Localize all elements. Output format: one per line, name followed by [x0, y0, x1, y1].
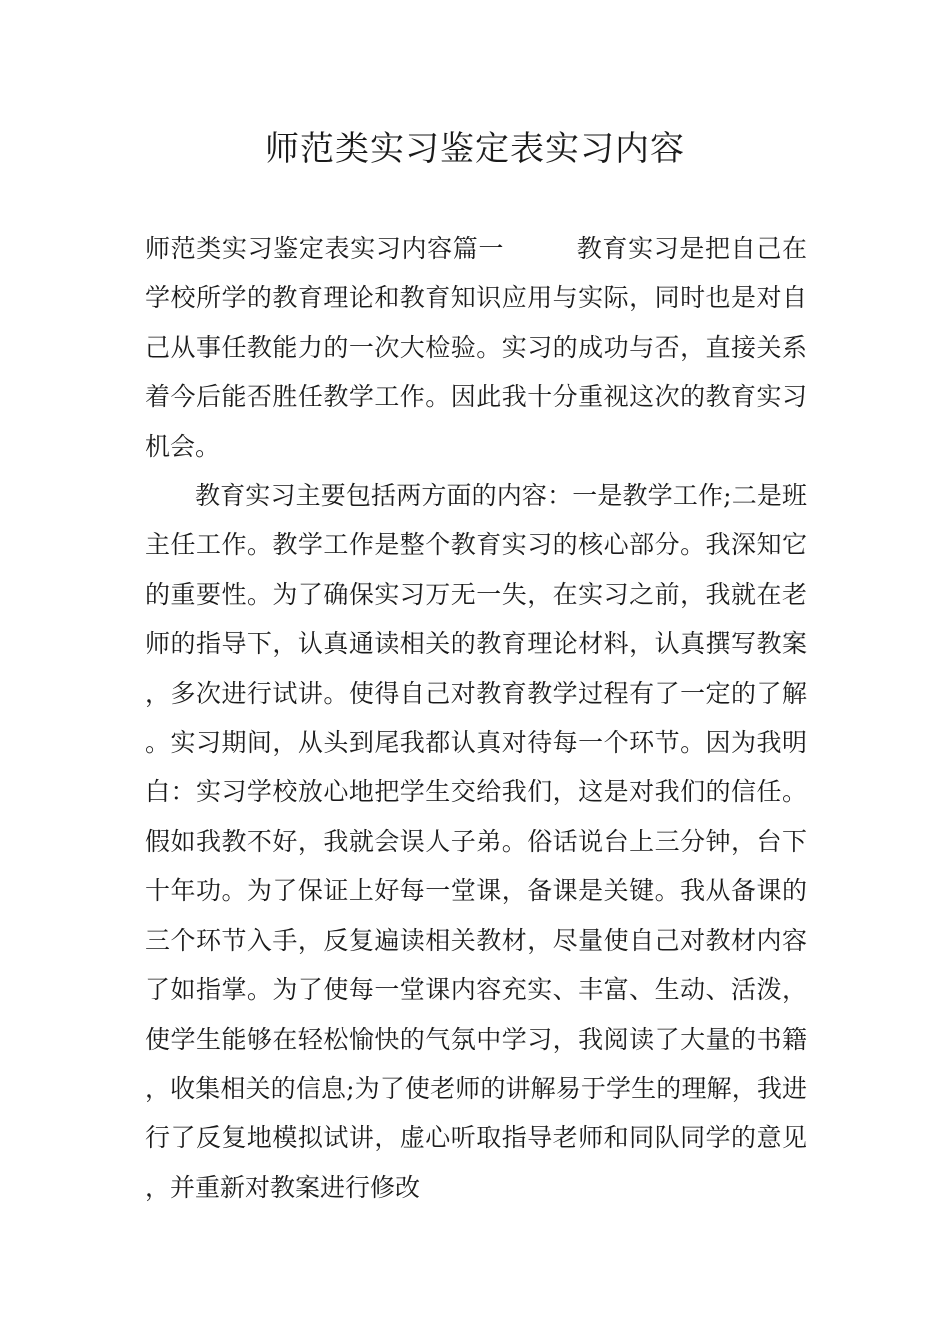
paragraph-1 — [145, 224, 807, 471]
page-title: 师范类实习鉴定表实习内容 — [265, 129, 685, 169]
paragraph-2: 教育实习主要包括两方面的内容：一是教学工作;二是班主任工作。教学工作是整个教育实习的核心部分。我深知它的重要性。为了确保实习万无一失，在实习之前，我就在老师的指导下，认真通读相关的教育理论材料，认真撰写教案，多次进行试讲。使得自己对教育教学过程有了一定的了解。实习期间，从头到尾我都认真对待每一个环节。因为我明白：实习学校放心地把学生交给我们，这是对我们的信任。假如我教不好，我就会误人子弟。俗话说台上三分钟，台下十年功。为了保证上好每一堂课，备课是关键。我从备课的三个环节入手，反复遍读相关教材，尽量使自己对教材内容了如指掌。为了使每一堂课内容充实、丰富、生动、活泼，使学生能够在轻松愉快的气氛中学习，我阅读了大量的书籍，收集相关的信息;为了使老师的讲解易于学生的理解，我进行了反复地模拟试讲，虚心听取指导老师和同队同学的意见，并重新对教案进行修改 — [145, 481, 807, 1202]
document-body — [145, 224, 807, 1212]
section-heading: 师范类实习鉴定表实习内容篇一 — [145, 234, 505, 263]
paragraph-1-text: 教育实习是把自己在学校所学的教育理论和教育知识应用与实际，同时也是对自己从事任教能力的一次大检验。实习的成功与否，直接关系着今后能否胜任教学工作。因此我十分重视这次的教育实习机会。 — [145, 234, 807, 461]
